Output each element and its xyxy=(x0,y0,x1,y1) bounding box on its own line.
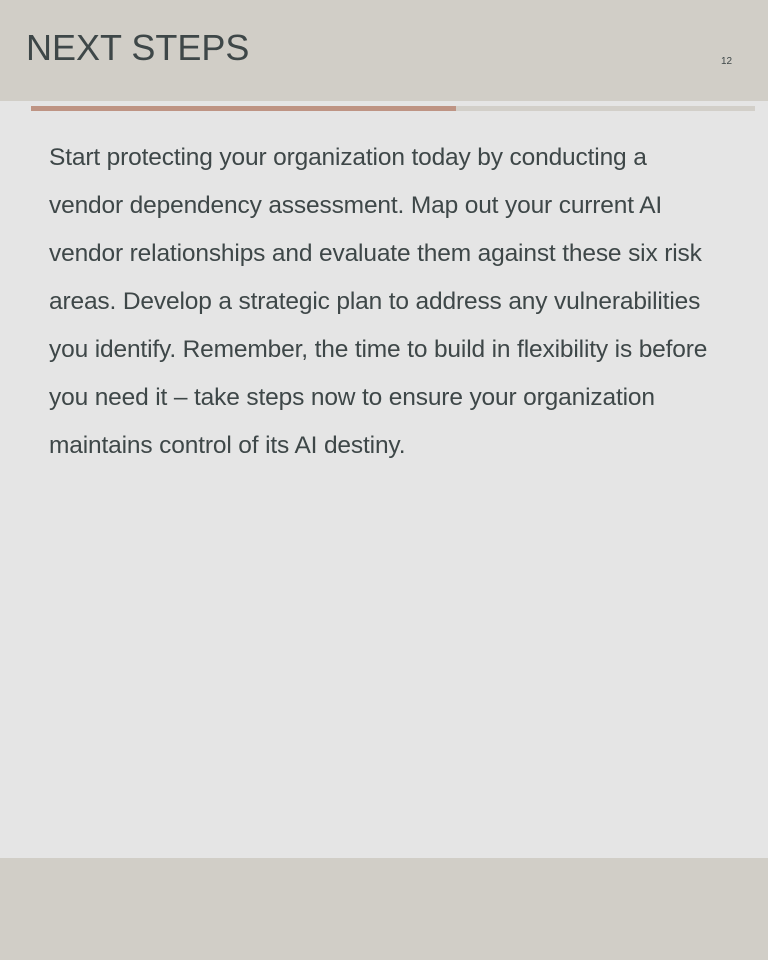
progress-bar xyxy=(31,106,755,111)
slide-header xyxy=(0,0,768,101)
page-number: 12 xyxy=(721,56,733,67)
progress-bar-fill xyxy=(31,106,456,111)
slide-title: NEXT STEPS xyxy=(26,27,250,68)
slide-content xyxy=(0,112,768,858)
body-paragraph: Start protecting your organization today by conducting a vendor dependency assessment. Map out your current AI vendor relationships and evaluate them against these six risk areas. Develop a strategic plan to address any vulnerabilities you identify. Remember, the time to build in flexibility is before you need it – take steps now to ensure your organization maintains control of its AI destiny. xyxy=(49,144,708,459)
slide-footer xyxy=(0,858,768,960)
